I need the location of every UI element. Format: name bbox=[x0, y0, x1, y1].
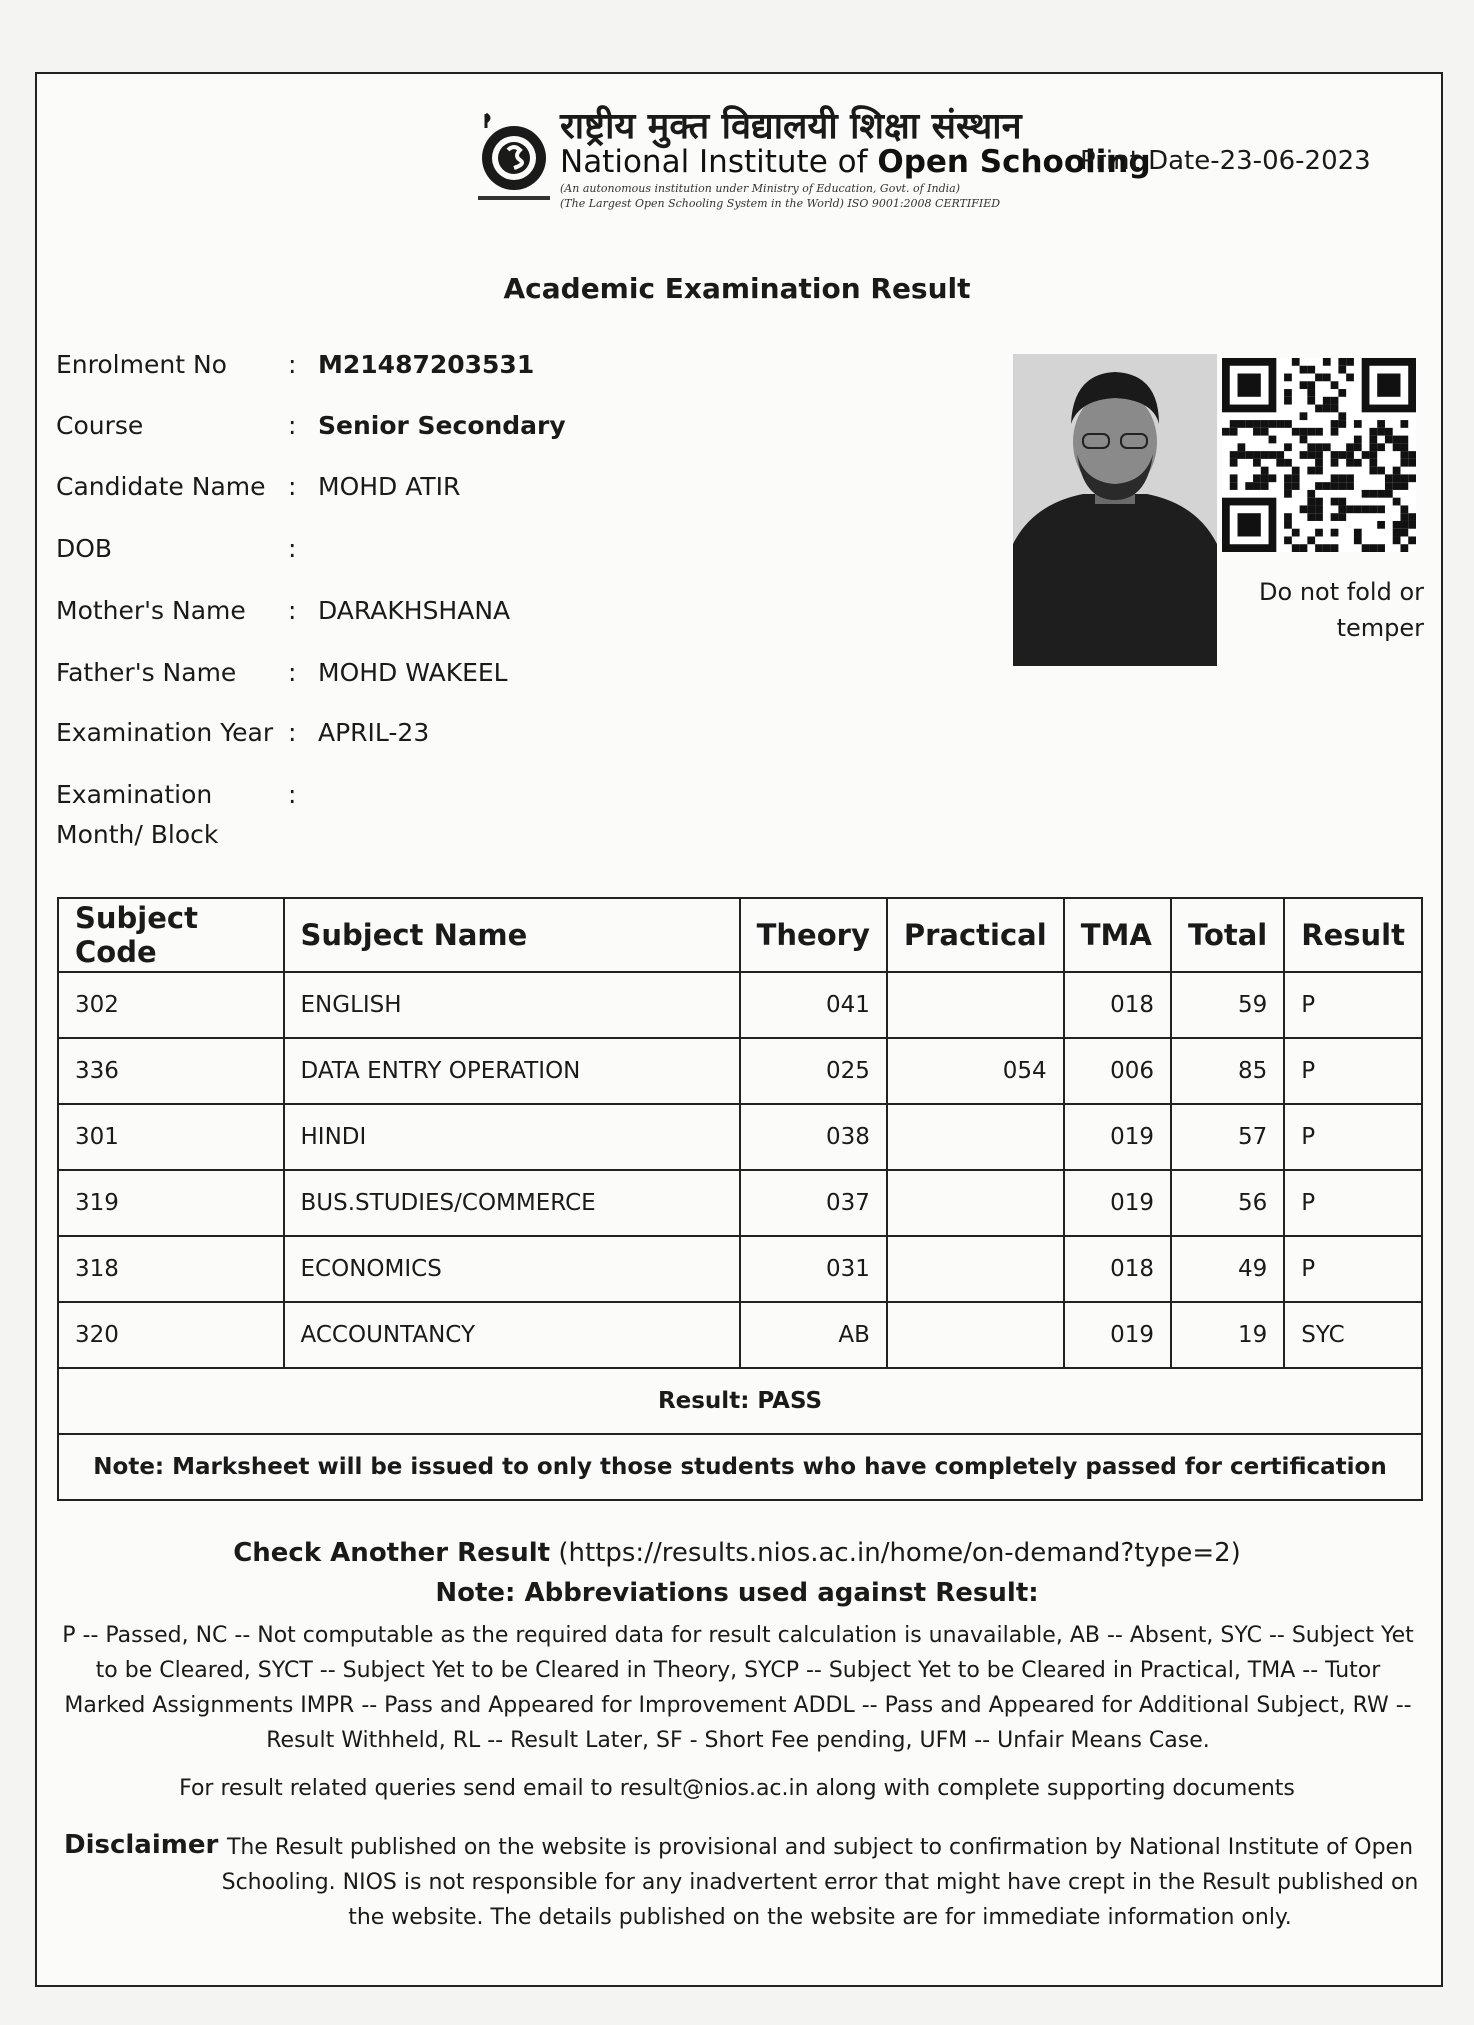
fold-notice: Do not fold or temper bbox=[1259, 578, 1424, 642]
result-row bbox=[58, 1368, 1422, 1434]
table-row: 336 DATA ENTRY OPERATION 025 054 006 85 P bbox=[58, 1038, 1422, 1104]
col-tma: TMA bbox=[1064, 898, 1171, 972]
institute-name-english: National Institute of Open Schooling bbox=[560, 144, 1151, 180]
enrolment-number: M21487203531 bbox=[318, 350, 535, 379]
check-another-result bbox=[0, 1538, 1474, 1568]
disclaimer-text: The Result published on the website is provisional and subject to confirmation by National Institute of Open Schooling. NIOS is not responsible for any inadvertent error that might have crept in the Result published on the website. The details published on the website are for immediate information only. bbox=[221, 1835, 1419, 1930]
marks-table bbox=[57, 897, 1423, 1501]
course-value: Senior Secondary bbox=[318, 411, 566, 440]
disclaimer-label: Disclaimer bbox=[64, 1830, 219, 1860]
institute-name-hindi: राष्ट्रीय मुक्त विद्यालयी शिक्षा संस्थान bbox=[560, 106, 1022, 147]
institute-tagline: (The Largest Open Schooling System in the World) ISO 9001:2008 CERTIFIED bbox=[560, 197, 1001, 210]
check-result-url: (https://results.nios.ac.in/home/on-demand?type=2) bbox=[550, 1538, 1241, 1568]
table-row: 302 ENGLISH 041 018 59 P bbox=[58, 972, 1422, 1038]
candidate-name: MOHD ATIR bbox=[318, 472, 461, 501]
table-row: 319 BUS.STUDIES/COMMERCE 037 019 56 P bbox=[58, 1170, 1422, 1236]
overall-result: Result: PASS bbox=[58, 1368, 1422, 1434]
table-row: 320 ACCOUNTANCY AB 019 19 SYC bbox=[58, 1302, 1422, 1368]
queries-note: For result related queries send email to result@nios.ac.in along with complete supporting documents bbox=[179, 1776, 1295, 1801]
marksheet-note: Note: Marksheet will be issued to only those students who have completely passed for certification bbox=[58, 1434, 1422, 1500]
abbreviations-text: P -- Passed, NC -- Not computable as the required data for result calculation is unavailable, AB -- Absent, SYC -- Subject Yet to be Cleared, SYCT -- Subject Yet to be Cleared in Theory, SYCP -- Subject Yet to be Cleared in Practical, TMA -- Tutor Marked Assignments IMPR -- Pass and Appeared for Improvement ADDL -- Pass and Appeared for Additional Subject, RW -- Result Withheld, RL -- Result Later, SF - Short Fee pending, UFM -- Unfair Means Case. bbox=[62, 1623, 1414, 1753]
institute-subtitle: (An autonomous institution under Ministry of Education, Govt. of India) bbox=[560, 182, 960, 195]
mother-name: DARAKHSHANA bbox=[318, 596, 511, 625]
father-name: MOHD WAKEEL bbox=[318, 658, 508, 687]
nios-logo-icon bbox=[478, 108, 550, 208]
table-header-row bbox=[58, 898, 1422, 972]
col-subject-name: Subject Name bbox=[284, 898, 740, 972]
col-practical: Practical bbox=[887, 898, 1064, 972]
qr-code-icon bbox=[1222, 358, 1416, 552]
table-row: 318 ECONOMICS 031 018 49 P bbox=[58, 1236, 1422, 1302]
note-row bbox=[58, 1434, 1422, 1500]
col-subject-code: Subject Code bbox=[58, 898, 284, 972]
abbreviations-title: Note: Abbreviations used against Result: bbox=[435, 1578, 1039, 1608]
col-theory: Theory bbox=[740, 898, 887, 972]
table-row: 301 HINDI 038 019 57 P bbox=[58, 1104, 1422, 1170]
check-another-result-link[interactable]: Check Another Result bbox=[233, 1538, 551, 1568]
qr-code bbox=[1222, 358, 1416, 552]
col-total: Total bbox=[1171, 898, 1284, 972]
exam-year: APRIL-23 bbox=[318, 718, 430, 747]
page-title: Academic Examination Result bbox=[503, 272, 971, 305]
col-result: Result bbox=[1284, 898, 1422, 972]
print-date: Print Date-23-06-2023 bbox=[1080, 146, 1371, 176]
